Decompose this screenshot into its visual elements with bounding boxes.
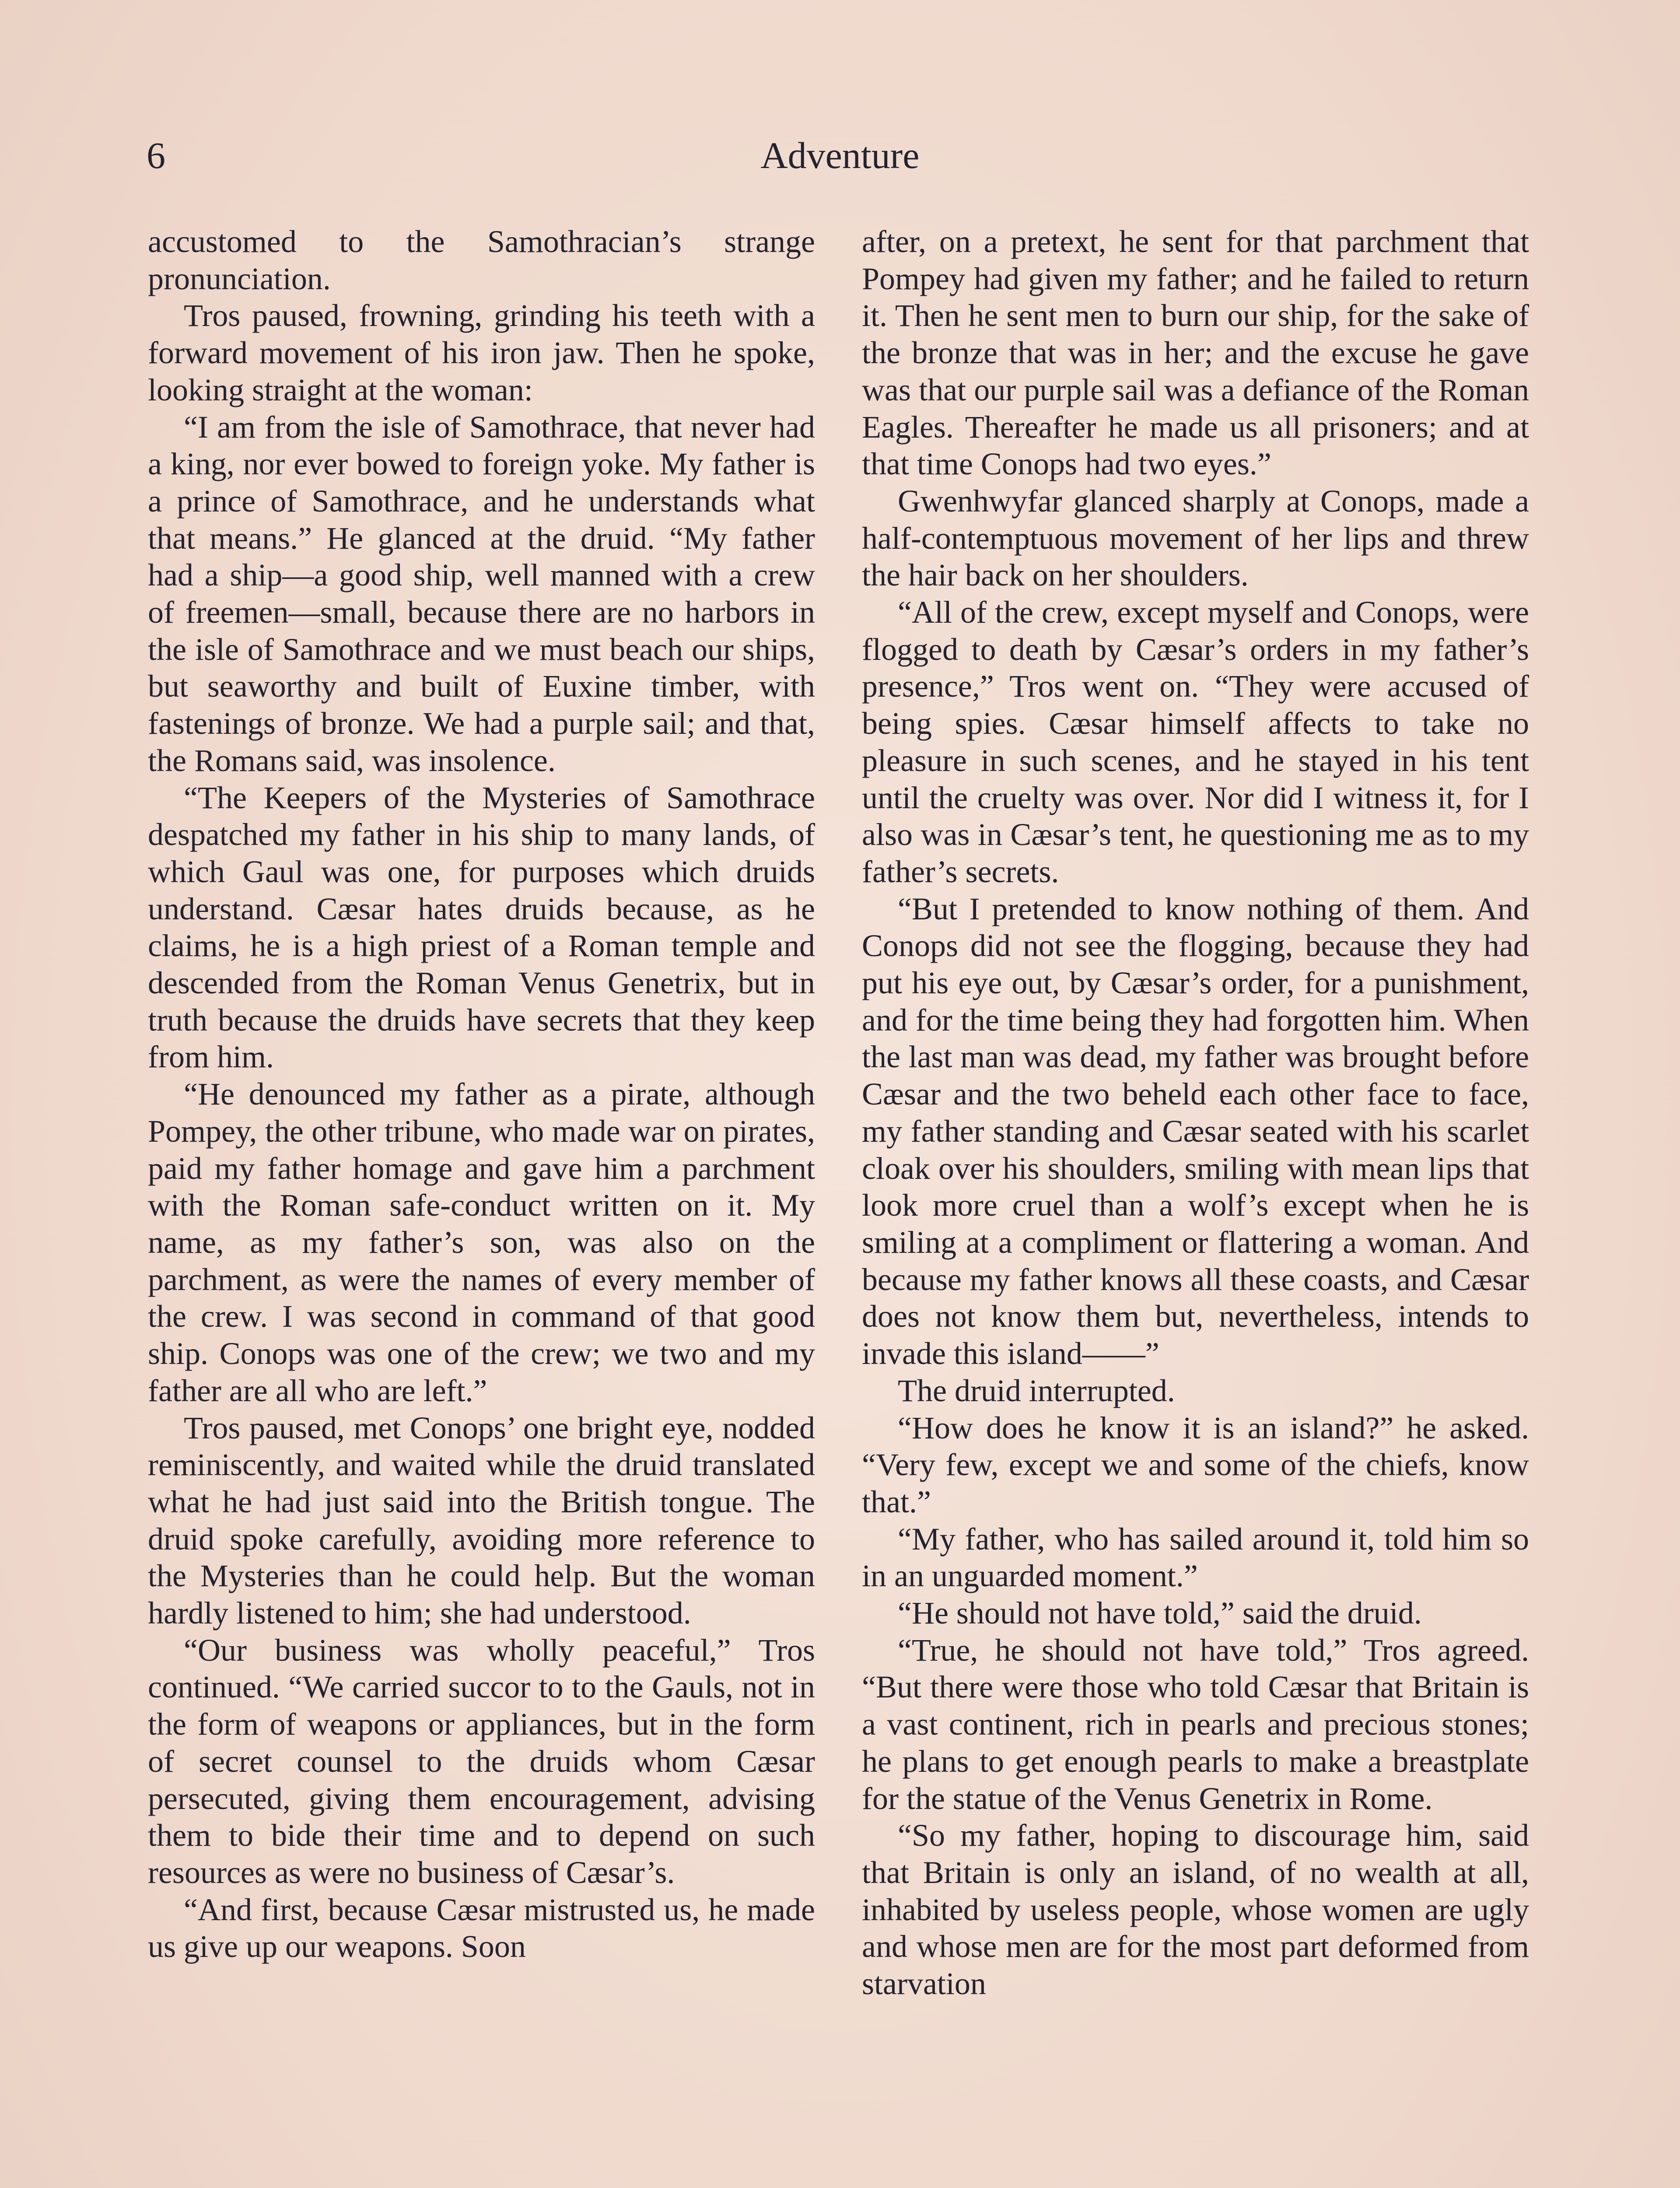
paragraph: “But I pretended to know nothing of them. And Conops did not see the flogging, because they had put his eye out, by Cæsar’s order, for a punishment, and for the time being they had forgotten him. When the last man was dead, my father was brought before Cæsar and the two beheld each other face to face, my father standing and Cæsar seated with his scarlet cloak over his shoulders, smiling with mean lips that look more cruel than a wolf’s except when he is smiling at a compliment or flattering a woman. And because my father knows all these coasts, and Cæsar does not know them but, nevertheless, intends to invade this island——” [862, 891, 1529, 1371]
paragraph: Gwenhwyfar glanced sharply at Conops, made a half-contemptuous movement of her lips and threw the hair back on her shoulders. [862, 483, 1529, 593]
paragraph: “So my father, hoping to discourage him, said that Britain is only an island, of no wealth at all, inhabited by useless people, whose women are ugly and whose men are for the most part deformed from starvation [862, 1818, 1529, 2002]
paragraph: “He should not have told,” said the druid. [898, 1595, 1422, 1631]
paragraph: “How does he know it is an island?” he asked. “Very few, except we and some of the chiefs, know that.” [862, 1410, 1529, 1519]
right-column [862, 223, 1529, 2002]
paragraph: “All of the crew, except myself and Conops, were flogged to death by Cæsar’s orders in my father’s presence,” Tros went on. “They were accused of being spies. Cæsar himself affects to take no pleasure in such scenes, and he stayed in his tent until the cruelty was over. Nor did I witness it, for I also was in Cæsar’s tent, he questioning me as to my father’s secrets. [862, 595, 1529, 889]
paragraph: “Our business was wholly peaceful,” Tros continued. “We carried succor to to the Gauls, not in the form of weapons or appliances, but in the form of secret counsel to the druids whom Cæsar persecuted, giving them encouragement, advising them to bide their time and to depend on such resources as were no business of Cæsar’s. [148, 1632, 815, 1890]
paragraph: “And first, because Cæsar mistrusted us, he made us give up our weapons. Soon [148, 1892, 815, 1964]
left-column [148, 223, 815, 1965]
paragraph: Tros paused, met Conops’ one bright eye, nodded reminiscently, and waited while the druid translated what he had just said into the British tongue. The druid spoke carefully, avoiding more reference to the Mysteries than he could help. But the woman hardly listened to him; she had understood. [148, 1410, 815, 1631]
paragraph: The druid interrupted. [898, 1373, 1175, 1408]
paragraph: Tros paused, frowning, grinding his teeth with a forward movement of his iron jaw. Then he spoke, looking straight at the woman: [148, 298, 815, 407]
running-head [0, 131, 1680, 179]
page-number: 6 [147, 134, 165, 176]
paragraph: “My father, who has sailed around it, told him so in an unguarded moment.” [862, 1521, 1529, 1594]
paragraph: “He denounced my father as a pirate, although Pompey, the other tribune, who made war on pirates, paid my father homage and gave him a parchment with the Roman safe-conduct written on it. My name, as my father’s son, was also on the parchment, as were the names of every member of the crew. I was second in command of that good ship. Conops was one of the crew; we two and my father are all who are left.” [148, 1076, 815, 1408]
paragraph: “True, he should not have told,” Tros agreed. “But there were those who told Cæsar that Britain is a vast continent, rich in pearls and precious stones; he plans to get enough pearls to make a breastplate for the statue of the Venus Genetrix in Rome. [862, 1632, 1529, 1816]
paragraph: “The Keepers of the Mysteries of Samothrace despatched my father in his ship to many lands, of which Gaul was one, for purposes which druids understand. Cæsar hates druids because, as he claims, he is a high priest of a Roman temple and descended from the Roman Venus Genetrix, but in truth because the druids have secrets that they keep from him. [148, 780, 815, 1075]
paragraph: “I am from the isle of Samothrace, that never had a king, nor ever bowed to foreign yoke. My father is a prince of Samothrace, and he understands what that means.” He glanced at the druid. “My father had a ship—a good ship, well manned with a crew of freemen—small, because there are no harbors in the isle of Samothrace and we must beach our ships, but seaworthy and built of Euxine timber, with fastenings of bronze. We had a purple sail; and that, the Romans said, was insolence. [148, 409, 815, 778]
paragraph: after, on a pretext, he sent for that parchment that Pompey had given my father; and he failed to return it. Then he sent men to burn our ship, for the sake of the bronze that was in her; and the excuse he gave was that our purple sail was a defiance of the Roman Eagles. Thereafter he made us all prisoners; and at that time Conops had two eyes.” [862, 224, 1529, 482]
running-title: Adventure [760, 134, 920, 176]
paragraph: accustomed to the Samothracian’s strange pronunciation. [148, 224, 815, 296]
